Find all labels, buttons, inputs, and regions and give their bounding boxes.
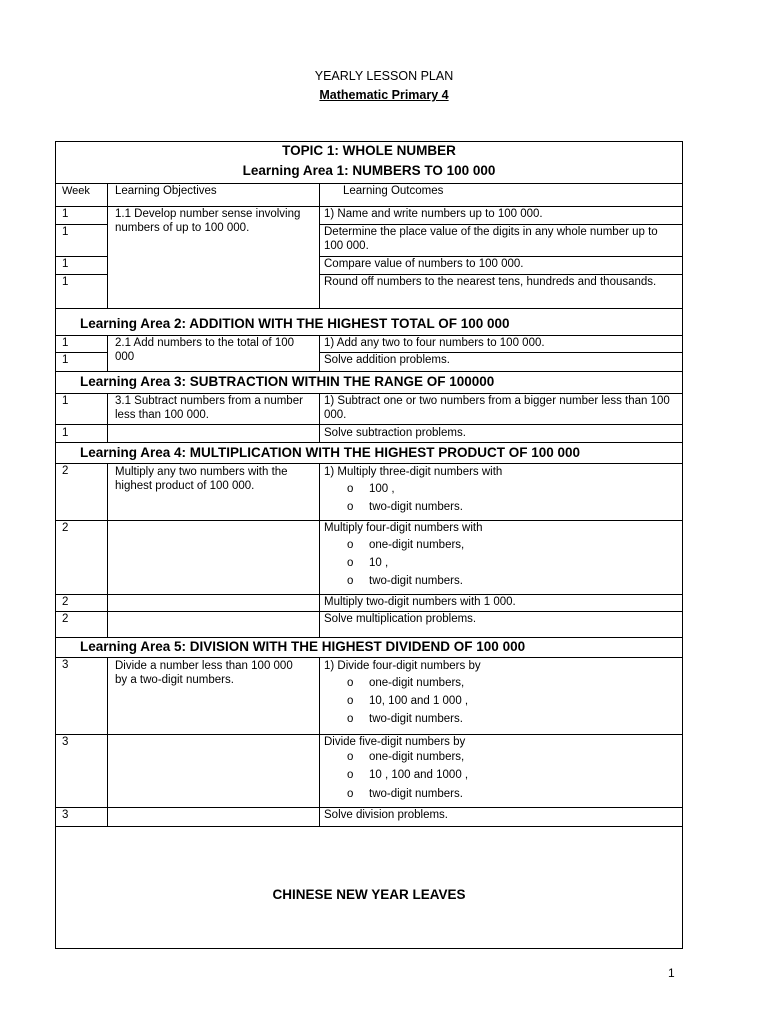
table-divider (55, 463, 683, 464)
learning-area-1-title: Learning Area 1: NUMBERS TO 100 000 (242, 163, 496, 178)
learning-outcome: 1) Multiply three-digit numbers with (324, 466, 503, 478)
week-cell: 3 (62, 809, 69, 821)
week-cell: 1 (62, 354, 69, 366)
week-cell: 3 (62, 736, 69, 748)
learning-outcome: 1) Name and write numbers up to 100 000. (324, 208, 543, 220)
bullet-item: o two-digit numbers. (347, 501, 463, 513)
bullet-item: o one-digit numbers, (347, 539, 465, 551)
bullet-item: o 10 , 100 and 1000 , (347, 769, 469, 781)
week-cell: 2 (62, 522, 69, 534)
holiday-note: CHINESE NEW YEAR LEAVES (272, 887, 466, 902)
learning-outcome: Solve subtraction problems. (324, 427, 466, 439)
table-divider (55, 826, 683, 827)
document-subtitle: Mathematic Primary 4 (319, 88, 449, 102)
bullet-item: o two-digit numbers. (347, 788, 463, 800)
table-divider (55, 442, 683, 443)
topic-title: TOPIC 1: WHOLE NUMBER (282, 143, 456, 158)
bullet-item: o 100 , (347, 483, 395, 495)
week-cell: 3 (62, 659, 69, 671)
bullet-item: o one-digit numbers, (347, 751, 465, 763)
week-cell: 1 (62, 337, 69, 349)
learning-outcome: 1) Add any two to four numbers to 100 000. (324, 337, 545, 349)
learning-outcome: 1) Divide four-digit numbers by (324, 660, 481, 672)
column-header-objectives: Learning Objectives (115, 185, 217, 197)
bullet-item: o 10, 100 and 1 000 , (347, 695, 469, 707)
learning-outcome: Compare value of numbers to 100 000. (324, 258, 524, 270)
learning-area-5-title: Learning Area 5: DIVISION WITH THE HIGHEST DIVIDEND OF 100 000 (80, 639, 526, 654)
learning-objective: 2.1 Add numbers to the total of 100 000 (115, 337, 295, 363)
learning-outcome: Divide five-digit numbers by (324, 736, 466, 748)
bullet-item: o two-digit numbers. (347, 575, 463, 587)
bullet-item: o two-digit numbers. (347, 713, 463, 725)
learning-objective: Multiply any two numbers with the highest product of 100 000. (115, 466, 288, 492)
bullet-item: o one-digit numbers, (347, 677, 465, 689)
learning-outcome: Determine the place value of the digits in any whole number up to 100 000. (324, 226, 658, 252)
learning-outcome: Multiply two-digit numbers with 1 000. (324, 596, 516, 608)
learning-outcome: Multiply four-digit numbers with (324, 522, 483, 534)
week-cell: 2 (62, 465, 69, 477)
week-cell: 1 (62, 395, 69, 407)
learning-objective: 1.1 Develop number sense involving numbers of up to 100 000. (115, 208, 301, 234)
learning-objective: Divide a number less than 100 000 by a two-digit numbers. (115, 660, 293, 686)
bullet-item: o 10 , (347, 557, 389, 569)
learning-outcome: Round off numbers to the nearest tens, hundreds and thousands. (324, 276, 657, 288)
learning-outcome: Solve division problems. (324, 809, 449, 821)
week-cell: 2 (62, 613, 69, 625)
week-cell: 1 (62, 258, 69, 270)
table-divider (55, 308, 683, 309)
column-header-outcomes: Learning Outcomes (343, 185, 444, 197)
learning-area-2-title: Learning Area 2: ADDITION WITH THE HIGHEST TOTAL OF 100 000 (80, 316, 510, 331)
week-cell: 1 (62, 208, 69, 220)
learning-objective: 3.1 Subtract numbers from a number less than 100 000. (115, 395, 303, 421)
week-cell: 1 (62, 276, 69, 288)
document-title: YEARLY LESSON PLAN (314, 69, 454, 83)
learning-outcome: Solve multiplication problems. (324, 613, 477, 625)
learning-outcome: Solve addition problems. (324, 354, 450, 366)
table-divider (55, 657, 683, 658)
learning-area-3-title: Learning Area 3: SUBTRACTION WITHIN THE RANGE OF 100000 (80, 374, 495, 389)
table-divider (55, 637, 683, 638)
page-number: 1 (668, 966, 675, 980)
table-divider (55, 371, 683, 372)
column-header-week: Week (62, 185, 90, 197)
learning-outcome: 1) Subtract one or two numbers from a bigger number less than 100 000. (324, 395, 670, 421)
week-cell: 2 (62, 596, 69, 608)
week-cell: 1 (62, 226, 69, 238)
week-cell: 1 (62, 427, 69, 439)
learning-area-4-title: Learning Area 4: MULTIPLICATION WITH THE HIGHEST PRODUCT OF 100 000 (80, 445, 581, 460)
